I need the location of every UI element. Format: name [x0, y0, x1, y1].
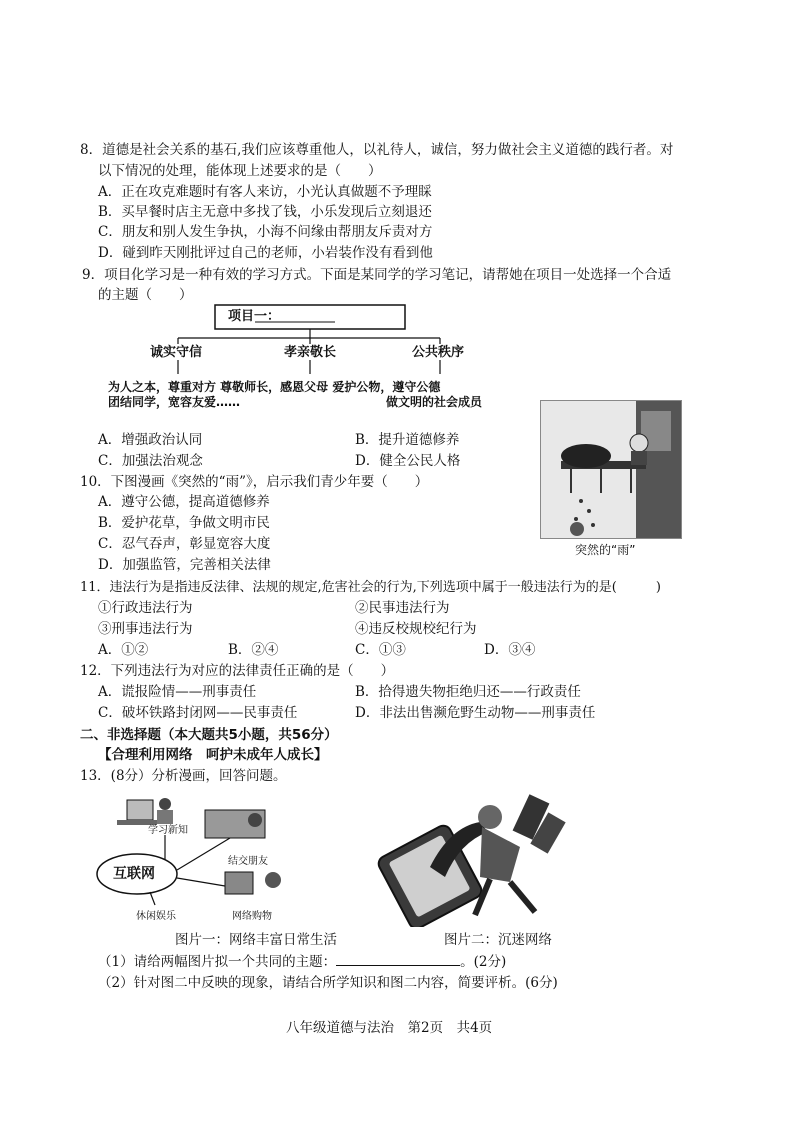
q9-notes-line2: 团结同学，宽容友爱……	[108, 395, 241, 409]
q10-cartoon-caption: 突然的“雨”	[575, 543, 636, 557]
q13-pic1-caption: 图片一：网络丰富日常生活	[175, 932, 337, 948]
q12-option-c: C．破坏铁路封闭网——民事责任	[98, 705, 298, 721]
q13-pic1-label-4: 网络购物	[232, 911, 272, 922]
q10-stem: 10．下图漫画《突然的“雨”》，启示我们青少年要（ ）	[80, 474, 429, 490]
q13-sub1	[98, 953, 506, 971]
q8-option-a: A．正在攻克难题时有客人来访，小光认真做题不予理睬	[98, 184, 432, 200]
q13-pic1-label-2: 结交朋友	[228, 856, 268, 867]
q11-option-c: C．①③	[355, 642, 406, 658]
q13-sub2: （2）针对图二中反映的现象，请结合所学知识和图二内容，简要评析。(6分)	[98, 975, 558, 991]
q13-pic1-center: 互联网	[113, 866, 155, 882]
q8-stem-line1: 8．道德是社会关系的基石,我们应该尊重他人，以礼待人，诚信，努力做社会主义道德的践行者。对	[80, 142, 674, 158]
q13-pic1-label-1: 学习新知	[148, 825, 188, 836]
q9-option-a: A．增强政治认同	[98, 432, 203, 448]
q11-item-1: ①行政违法行为	[98, 600, 193, 616]
q8-option-b: B．买早餐时店主无意中多找了钱，小乐发现后立刻退还	[98, 204, 432, 220]
q8-option-d: D．碰到昨天刚批评过自己的老师，小岩装作没有看到他	[98, 245, 433, 261]
q11-option-a: A．①②	[98, 642, 149, 658]
q11-item-2: ②民事违法行为	[355, 600, 450, 616]
q13-sub1-points: 。(2分)	[460, 954, 507, 970]
q9-notes-line2b: 做文明的社会成员	[386, 395, 483, 409]
q9-notes-line1: 为人之本，尊重对方 尊敬师长，感恩父母 爱护公物，遵守公德	[108, 380, 441, 394]
q13-pic2-caption: 图片二：沉迷网络	[444, 932, 552, 948]
q9-stem-line1: 9．项目化学习是一种有效的学习方式。下面是某同学的学习笔记，请帮她在项目一处选择一个合适	[82, 267, 672, 283]
q13-picture-1	[95, 790, 310, 925]
q12-option-d: D．非法出售濒危野生动物——刑事责任	[355, 705, 596, 721]
q9-branch-3: 公共秩序	[412, 345, 465, 360]
page-footer: 八年级道德与法治 第2页 共4页	[286, 1020, 493, 1036]
q13-sub1-text: （1）请给两幅图片拟一个共同的主题：	[98, 954, 337, 970]
q8-stem-line2: 以下情况的处理，能体现上述要求的是（ ）	[98, 163, 382, 179]
q10-option-b: B．爱护花草，争做文明市民	[98, 515, 270, 531]
q12-option-b: B．拾得遗失物拒绝归还——行政责任	[355, 684, 581, 700]
q11-item-3: ③刑事违法行为	[98, 621, 193, 637]
q11-stem: 11．违法行为是指违反法律、法规的规定,危害社会的行为,下列选项中属于一般违法行为的是( )	[80, 580, 661, 595]
q9-branch-2: 孝亲敬长	[284, 345, 337, 360]
q13-picture-2	[370, 787, 570, 927]
q12-stem: 12．下列违法行为对应的法律责任正确的是（ ）	[80, 663, 395, 679]
q13-sub1-answer-blank[interactable]	[336, 953, 460, 966]
q10-option-c: C．忍气吞声，彰显宽容大度	[98, 536, 271, 552]
q13-pic1-label-3: 休闲娱乐	[136, 911, 176, 922]
q9-stem-line2: 的主题（ ）	[98, 287, 193, 303]
section-2-subtitle: 【合理利用网络 呵护未成年人成长】	[98, 747, 328, 763]
q11-option-b: B．②④	[228, 642, 279, 658]
q13-stem: 13．(8分）分析漫画，回答问题。	[80, 768, 287, 784]
q11-item-4: ④违反校规校纪行为	[355, 621, 477, 637]
q10-option-d: D．加强监管，完善相关法律	[98, 557, 271, 573]
q9-option-b: B．提升道德修养	[355, 432, 460, 448]
q9-option-d: D．健全公民人格	[355, 453, 461, 469]
q10-cartoon-image	[540, 400, 682, 539]
q9-project-box-label: 项目一：	[228, 309, 281, 324]
q9-option-c: C．加强法治观念	[98, 453, 203, 469]
q12-option-a: A．谎报险情——刑事责任	[98, 684, 257, 700]
q10-option-a: A．遵守公德，提高道德修养	[98, 494, 270, 510]
q8-option-c: C．朋友和别人发生争执，小海不问缘由帮朋友斥责对方	[98, 224, 433, 240]
section-2-title: 二、非选择题（本大题共5小题，共56分）	[80, 727, 338, 743]
q9-branch-1: 诚实守信	[150, 345, 203, 360]
q11-option-d: D．③④	[484, 642, 536, 658]
